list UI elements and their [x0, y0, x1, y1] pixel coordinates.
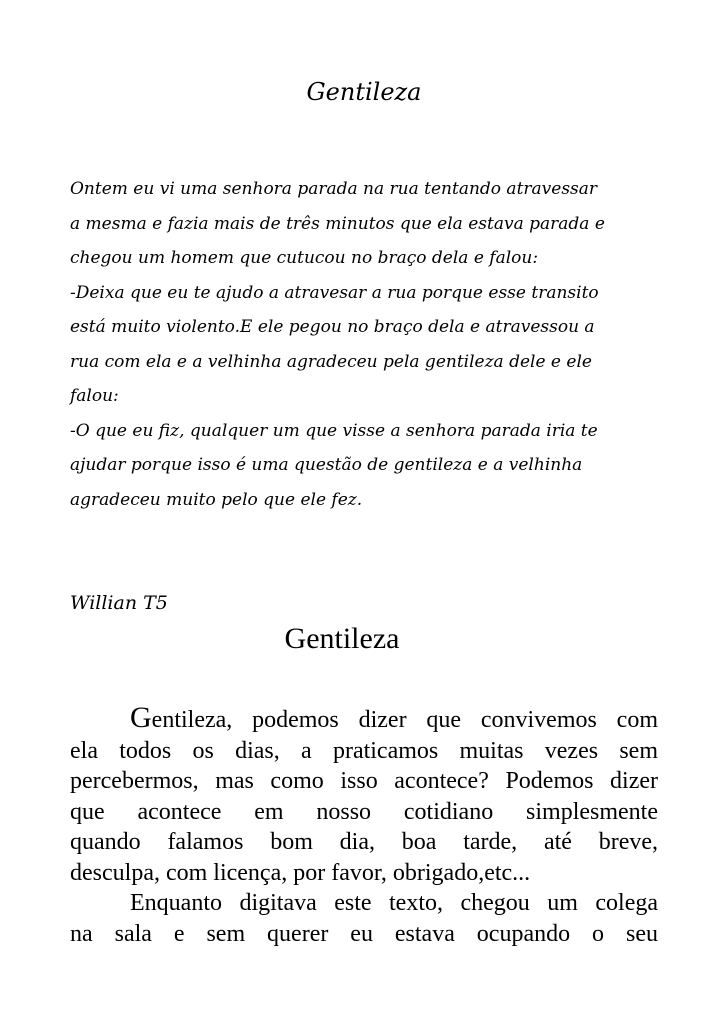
text-line: chegou um homem que cutucou no braço dela e falou:	[70, 248, 539, 268]
text-line: rua com ela e a velhinha agradeceu pela gentileza dele e ele	[70, 351, 592, 372]
drop-cap: G	[130, 701, 152, 734]
paragraph-first-line	[70, 703, 658, 736]
text-line: Enquanto digitava este texto, chegou um colega	[130, 890, 658, 916]
text-line: percebermos, mas como isso acontece? Podemos dizer	[70, 768, 658, 794]
text-line: falou:	[70, 386, 119, 406]
text-line: na sala e sem querer eu estava ocupando o seu	[70, 920, 658, 947]
essay-title: Gentileza	[284, 622, 400, 655]
text-line: ajudar porque isso é uma questão de gentileza e a velhinha	[70, 455, 583, 475]
text-line: entileza, podemos dizer que convivemos com	[151, 707, 658, 733]
text-line: que acontece em nosso cotidiano simplesmente	[70, 798, 658, 825]
handwritten-text	[70, 172, 670, 517]
author-signature: Willian T5	[70, 592, 168, 614]
essay-text	[70, 703, 658, 949]
text-line: -O que eu fiz, qualquer um que visse a senhora parada iria te	[70, 420, 598, 441]
text-line: ela todos os dias, a praticamos muitas vezes sem	[70, 737, 658, 764]
text-line: está muito violento.E ele pegou no braço dela e atravessou a	[70, 317, 595, 337]
text-line: agradeceu muito pelo que ele fez.	[70, 489, 363, 510]
text-line: a mesma e fazia mais de três minutos que ela estava parada e	[70, 213, 605, 234]
text-line: quando falamos bom dia, boa tarde, até breve,	[70, 829, 658, 855]
text-line: desculpa, com licença, por favor, obrigado,etc...	[70, 859, 531, 886]
text-line: Ontem eu vi uma senhora parada na rua tentando atravessar	[70, 179, 598, 199]
text-line: -Deixa que eu te ajudo a atravesar a rua porque esse transito	[70, 282, 599, 303]
handwritten-title: Gentileza	[306, 78, 422, 106]
